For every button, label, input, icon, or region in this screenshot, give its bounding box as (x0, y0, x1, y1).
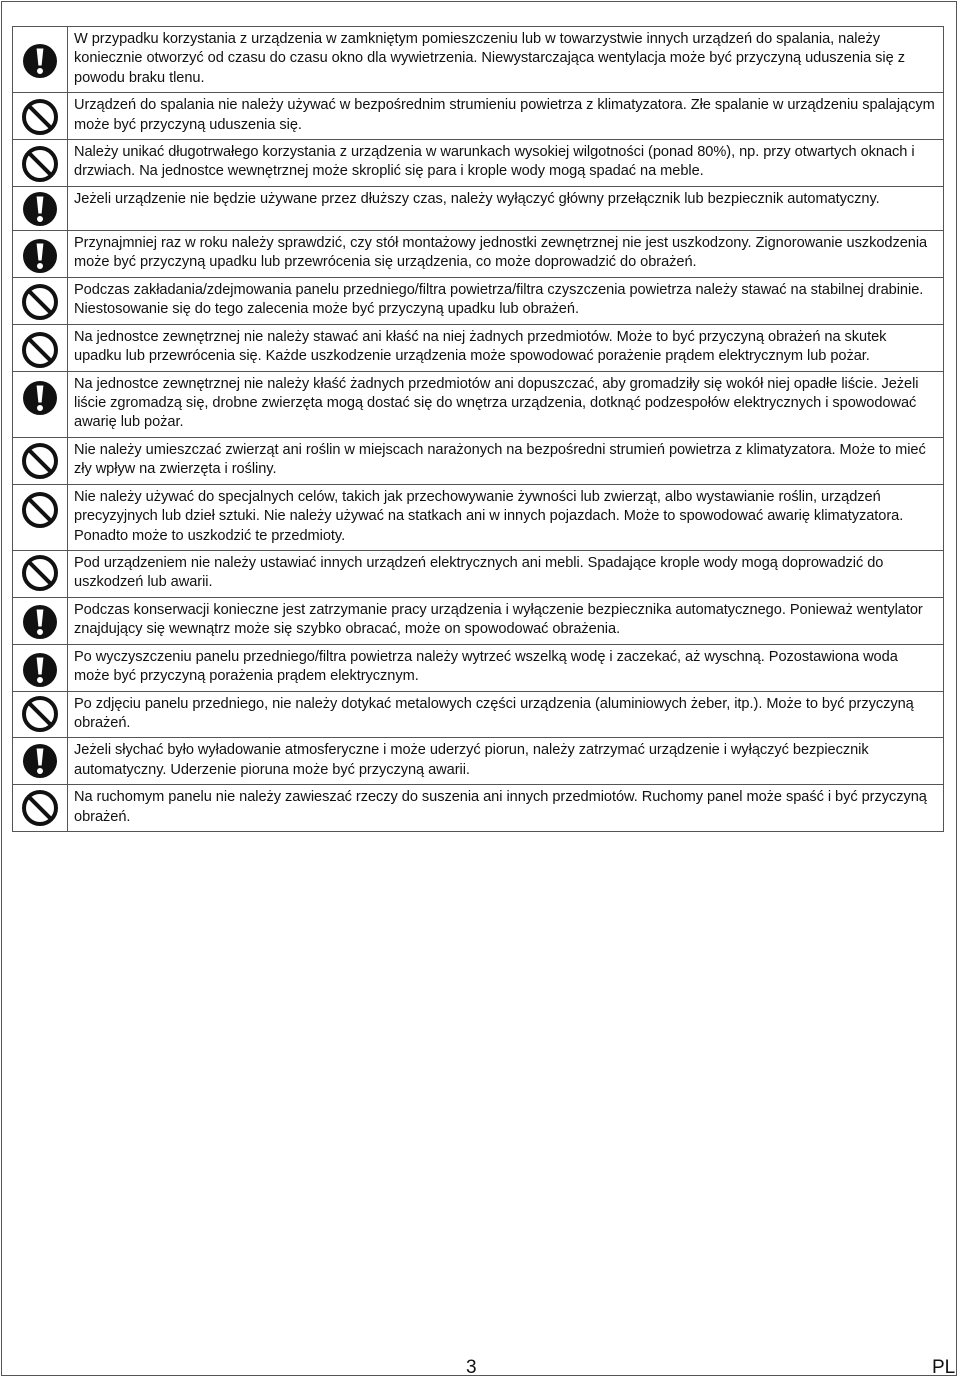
warning-row (13, 27, 944, 93)
warning-text: Urządzeń do spalania nie należy używać w bezpośrednim strumieniu powietrza z klimatyzatora. Złe spalanie w urządzeniu spalającym może być przyczyną uduszenia się. (68, 93, 944, 140)
prohibition-icon-holder (13, 281, 67, 323)
exclamation-icon (19, 188, 61, 230)
warning-row (13, 597, 944, 644)
exclamation-icon-holder (13, 188, 67, 230)
warning-text: Należy unikać długotrwałego korzystania z urządzenia w warunkach wysokiej wilgotności (ponad 80%), np. przy otwartych oknach i drzwiach. Na jednostce wewnętrznej może skroplić się para i krople wody mogą spadać na meble. (68, 140, 944, 187)
warning-icon-cell (13, 93, 68, 140)
warning-text: Po zdjęciu panelu przedniego, nie należy dotykać metalowych części urządzenia (aluminiowych żeber, itp.). Może to być przyczyną obrażeń. (68, 691, 944, 738)
prohibition-icon-holder (13, 787, 67, 829)
exclamation-icon-holder (13, 740, 67, 782)
warning-row (13, 324, 944, 371)
warning-icon-cell (13, 738, 68, 785)
prohibition-icon-holder (13, 693, 67, 735)
warning-row (13, 738, 944, 785)
warning-icon-cell (13, 644, 68, 691)
exclamation-icon-holder (13, 235, 67, 277)
warning-icon-cell (13, 597, 68, 644)
warnings-table (12, 26, 944, 832)
exclamation-icon (19, 40, 61, 82)
prohibition-icon (19, 787, 61, 829)
prohibition-icon (19, 552, 61, 594)
exclamation-icon (19, 235, 61, 277)
warnings-body (13, 27, 944, 832)
exclamation-icon (19, 649, 61, 691)
warning-text: Na jednostce zewnętrznej nie należy stawać ani kłaść na niej żadnych przedmiotów. Może to być przyczyną obrażeń na skutek upadku lub przewrócenia się. Każde uszkodzenie urządzenia może spowodować porażenie prądem elektrycznym lub pożar. (68, 324, 944, 371)
prohibition-icon-holder (13, 96, 67, 138)
prohibition-icon-holder (13, 440, 67, 482)
warning-text: Podczas zakładania/zdejmowania panelu przedniego/filtra powietrza/filtra czyszczenia powietrza należy stawać na stabilnej drabinie. Niestosowanie się do tego zalecenia może być przyczyną upadku lub obrażeń. (68, 277, 944, 324)
exclamation-icon-holder (13, 601, 67, 643)
warning-row (13, 140, 944, 187)
warning-row (13, 186, 944, 230)
warning-icon-cell (13, 277, 68, 324)
prohibition-icon (19, 693, 61, 735)
exclamation-icon (19, 601, 61, 643)
prohibition-icon-holder (13, 552, 67, 594)
warning-icon-cell (13, 785, 68, 832)
exclamation-icon (19, 377, 61, 419)
warning-text: Po wyczyszczeniu panelu przedniego/filtra powietrza należy wytrzeć wszelką wodę i zaczekać, aż wyschną. Pozostawiona woda może być przyczyną porażenia prądem elektrycznym. (68, 644, 944, 691)
prohibition-icon (19, 329, 61, 371)
prohibition-icon-holder (13, 489, 67, 531)
warning-row (13, 230, 944, 277)
page-number: 3 (466, 1357, 477, 1378)
warning-text: Nie należy używać do specjalnych celów, takich jak przechowywanie żywności lub zwierząt, albo wystawianie roślin, urządzeń precyzyjnych lub dzieł sztuki. Nie należy używać na statkach ani w innych pojazdach. Może to spowodować awarię klimatyzatora. Ponadto może to uszkodzić te przedmioty. (68, 484, 944, 550)
warning-icon-cell (13, 140, 68, 187)
warning-row (13, 437, 944, 484)
warning-text: Jeżeli urządzenie nie będzie używane przez dłuższy czas, należy wyłączyć główny przełącznik lub bezpiecznik automatyczny. (68, 186, 944, 230)
exclamation-icon-holder (13, 40, 67, 82)
warning-row (13, 484, 944, 550)
warning-text: Pod urządzeniem nie należy ustawiać innych urządzeń elektrycznych ani mebli. Spadające krople wody mogą doprowadzić do uszkodzeń lub awarii. (68, 550, 944, 597)
exclamation-icon-holder (13, 377, 67, 419)
warning-icon-cell (13, 324, 68, 371)
warning-icon-cell (13, 230, 68, 277)
warning-row (13, 691, 944, 738)
warning-text: Nie należy umieszczać zwierząt ani roślin w miejscach narażonych na bezpośredni strumień powietrza z klimatyzatora. Może to mieć zły wpływ na zwierzęta i rośliny. (68, 437, 944, 484)
warning-text: Podczas konserwacji konieczne jest zatrzymanie pracy urządzenia i wyłączenie bezpiecznika automatycznego. Ponieważ wentylator znajdujący się wewnątrz może się szybko obracać, może on spowodować obrażenia. (68, 597, 944, 644)
warning-icon-cell (13, 27, 68, 93)
warning-row (13, 550, 944, 597)
prohibition-icon (19, 440, 61, 482)
prohibition-icon-holder (13, 329, 67, 371)
language-code: PL (932, 1357, 956, 1378)
exclamation-icon (19, 740, 61, 782)
prohibition-icon (19, 96, 61, 138)
prohibition-icon (19, 281, 61, 323)
warning-row (13, 785, 944, 832)
warning-row (13, 93, 944, 140)
warning-icon-cell (13, 371, 68, 437)
warning-text: Na ruchomym panelu nie należy zawieszać rzeczy do suszenia ani innych przedmiotów. Ruchomy panel może spaść i być przyczyną obrażeń. (68, 785, 944, 832)
exclamation-icon-holder (13, 649, 67, 691)
warning-icon-cell (13, 186, 68, 230)
warning-row (13, 644, 944, 691)
warning-text: Na jednostce zewnętrznej nie należy kłaść żadnych przedmiotów ani dopuszczać, aby gromadziły się wokół niej opadłe liście. Jeżeli liście zgromadzą się, drobne zwierzęta mogą dostać się do wnętrza urządzenia, dotknąć podzespołów elektrycznych i spowodować awarię lub pożar. (68, 371, 944, 437)
prohibition-icon-holder (13, 143, 67, 185)
warning-icon-cell (13, 437, 68, 484)
prohibition-icon (19, 489, 61, 531)
warning-text: Jeżeli słychać było wyładowanie atmosferyczne i może uderzyć piorun, należy zatrzymać urządzenie i wyłączyć bezpiecznik automatyczny. Uderzenie pioruna może być przyczyną awarii. (68, 738, 944, 785)
warning-text: Przynajmniej raz w roku należy sprawdzić, czy stół montażowy jednostki zewnętrznej nie jest uszkodzony. Zignorowanie uszkodzenia może być przyczyną upadku lub przewrócenia się urządzenia, co może doprowadzić do obrażeń. (68, 230, 944, 277)
warning-icon-cell (13, 691, 68, 738)
warning-icon-cell (13, 550, 68, 597)
warning-row (13, 371, 944, 437)
warning-text: W przypadku korzystania z urządzenia w zamkniętym pomieszczeniu lub w towarzystwie innych urządzeń do spalania, należy koniecznie otworzyć od czasu do czasu okno dla wywietrzenia. Niewystarczająca wentylacja może być przyczyną uduszenia się z powodu braku tlenu. (68, 27, 944, 93)
prohibition-icon (19, 143, 61, 185)
warning-icon-cell (13, 484, 68, 550)
warning-row (13, 277, 944, 324)
